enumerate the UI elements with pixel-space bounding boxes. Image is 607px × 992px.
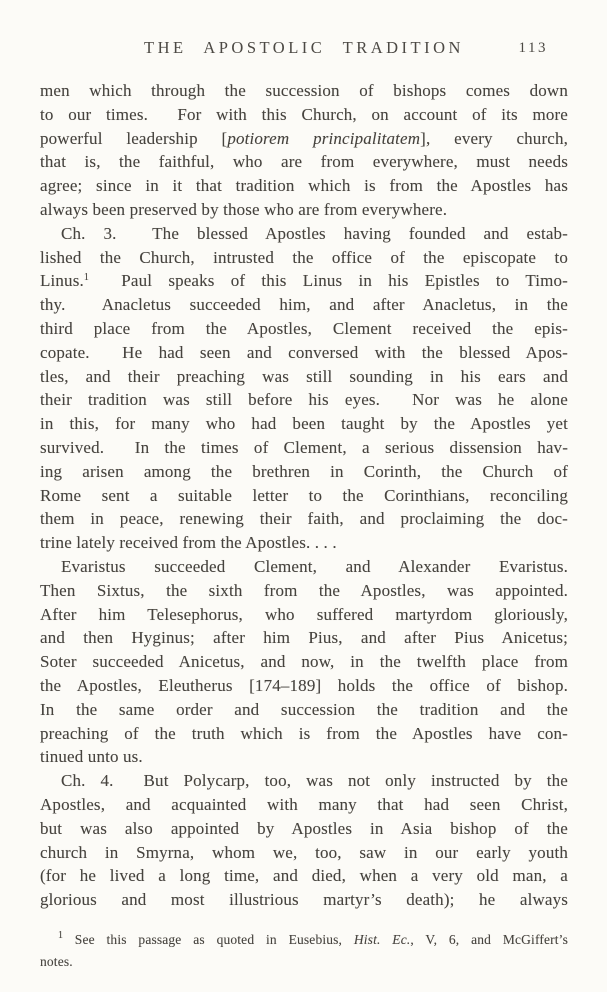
text-line: lished the Church, intrusted the office of the episcopate to xyxy=(40,247,568,267)
text-line: always been preserved by those who are from everywhere. xyxy=(40,199,448,219)
text-line: thy. Anacletus succeeded him, and after Anacletus, in the xyxy=(40,295,568,315)
page-header xyxy=(40,38,568,62)
text-line: Apostles, and acquainted with many that had seen Christ, xyxy=(40,794,568,814)
text-line: preaching of the truth which is from the Apostles have con- xyxy=(40,723,568,743)
text-line: survived. In the times of Clement, a serious dissension hav- xyxy=(40,437,568,457)
text-line: to our times. For with this Church, on account of its more xyxy=(40,104,568,124)
text-line: glorious and most illustrious martyr’s death); he always xyxy=(40,890,568,910)
body-text xyxy=(40,79,568,912)
text-line: ing arisen among the brethren in Corinth, the Church of xyxy=(40,461,568,481)
text-line: $^1$ See this passage as quoted in Eusebius, Hist. Ec., V, 6, and McGiffert’s xyxy=(58,930,568,947)
footnote xyxy=(40,929,568,972)
text-line: trine lately received from the Apostles. . . . xyxy=(40,533,337,553)
text-line: In the same order and succession the tradition and the xyxy=(40,699,568,719)
footnote-marker: 1 xyxy=(58,930,63,941)
text-line: copate. He had seen and conversed with the blessed Apos- xyxy=(40,342,568,362)
text-line: their tradition was still before his eyes. Nor was he alone xyxy=(40,390,568,410)
text-line: them in peace, renewing their faith, and proclaiming the doc- xyxy=(40,509,568,529)
text-line: Soter succeeded Anicetus, and now, in the twelfth place from xyxy=(40,652,568,672)
footnote-marker: 1 xyxy=(83,272,89,284)
text-line: agree; since in it that tradition which is from the Apostles has xyxy=(40,176,568,196)
text-line: notes. xyxy=(40,953,73,969)
text-line: (for he lived a long time, and died, when a very old man, a xyxy=(40,866,568,886)
text-line: After him Telesephorus, who suffered martyrdom gloriously, xyxy=(40,604,568,624)
text-line: third place from the Apostles, Clement received the epis- xyxy=(40,318,568,338)
text-line: but was also appointed by Apostles in Asia bishop of the xyxy=(40,818,568,838)
text-line: and then Hyginus; after him Pius, and after Pius Anicetus; xyxy=(40,628,568,648)
text-line: men which through the succession of bishops comes down xyxy=(40,81,568,100)
page-number: 113 xyxy=(518,40,548,56)
text-line: that is, the faithful, who are from everywhere, must needs xyxy=(40,152,568,172)
text-line: powerful leadership [potiorem principalitatem], every church, xyxy=(40,128,568,148)
text-line: tinued unto us. xyxy=(40,747,143,767)
text-line: Then Sixtus, the sixth from the Apostles, was appointed. xyxy=(40,580,568,600)
text-line: in this, for many who had been taught by the Apostles yet xyxy=(40,414,568,434)
text-line: Rome sent a suitable letter to the Corinthians, reconciling xyxy=(40,485,568,505)
text-line: Ch. 4. But Polycarp, too, was not only instructed by the xyxy=(61,771,568,791)
text-line: Evaristus succeeded Clement, and Alexander Evaristus. xyxy=(61,556,568,576)
text-line: the Apostles, Eleutherus [174–189] holds the office of bishop. xyxy=(40,675,568,695)
running-title: THE APOSTOLIC TRADITION xyxy=(144,38,464,57)
text-line: church in Smyrna, whom we, too, saw in our early youth xyxy=(40,842,568,862)
text-line: Ch. 3. The blessed Apostles having founded and estab- xyxy=(61,223,568,243)
text-line: Linus.$^1$ Paul speaks of this Linus in his Epistles to Timo- xyxy=(40,271,568,291)
text-line: tles, and their preaching was still sounding in his ears and xyxy=(40,366,568,386)
